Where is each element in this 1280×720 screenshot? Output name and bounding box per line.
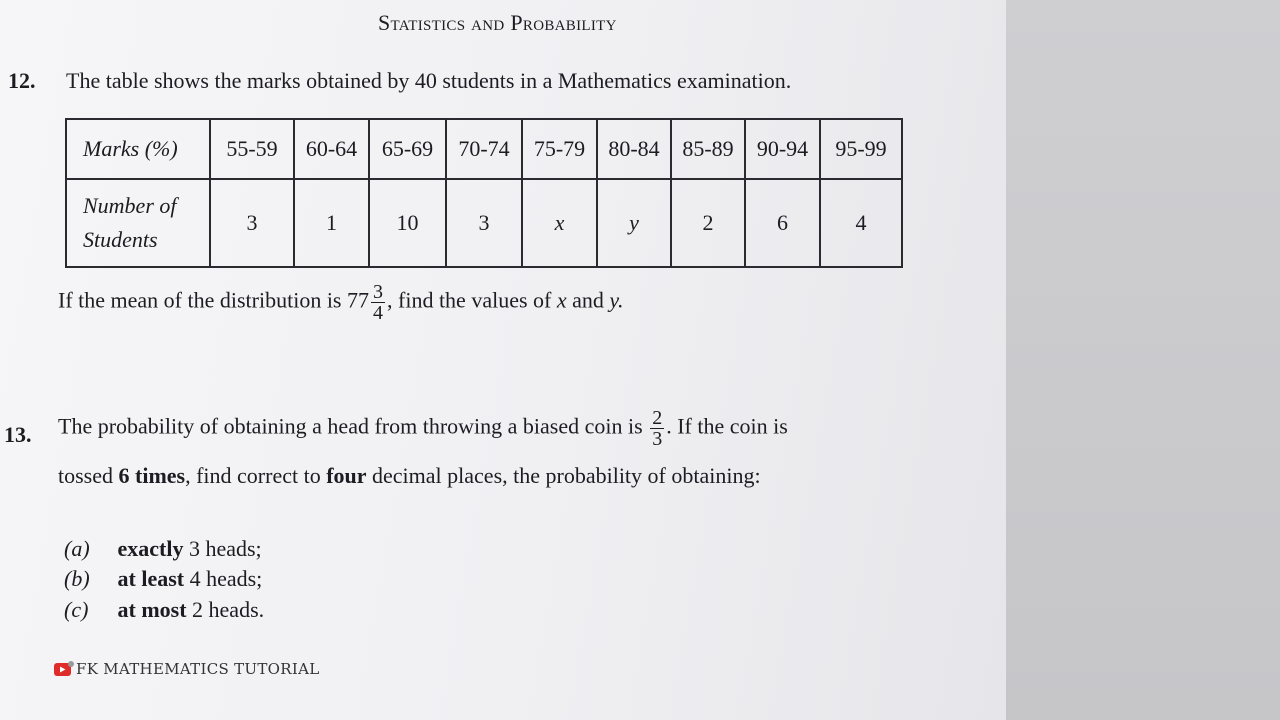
- variable-x: x: [556, 287, 567, 313]
- column-header: 85-89: [671, 119, 745, 179]
- probability-denominator: 3: [652, 428, 663, 450]
- column-header: 60-64: [294, 119, 369, 179]
- tossed-text: tossed: [58, 463, 113, 488]
- question-13-number: 13.: [4, 422, 32, 447]
- count-cell: 3: [210, 179, 294, 267]
- youtube-icon: [54, 660, 74, 678]
- count-cell: 2: [671, 179, 745, 267]
- sub-question-b: [64, 566, 262, 592]
- and-text: and: [572, 287, 604, 313]
- mean-fraction: [371, 282, 385, 323]
- sub-question-a: [64, 536, 262, 562]
- channel-watermark: [54, 658, 319, 680]
- mean-fraction-numerator: 3: [373, 281, 383, 303]
- probability-text: The probability of obtaining a head from throwing a biased coin is: [58, 413, 643, 439]
- sub-question-text: 3 heads;: [188, 536, 262, 561]
- column-header: 80-84: [597, 119, 671, 179]
- students-header-cell: [66, 179, 210, 267]
- sub-question-text: 4 heads;: [189, 566, 263, 591]
- table-row: [66, 119, 902, 179]
- six-times-text: 6 times: [118, 463, 186, 488]
- sub-question-c: [64, 597, 264, 623]
- watermark-text: FK MATHEMATICS TUTORIAL: [76, 660, 320, 678]
- count-cell: 1: [294, 179, 369, 267]
- table-row: [66, 179, 902, 267]
- column-header: 75-79: [522, 119, 597, 179]
- find-text: , find the values of: [387, 287, 552, 313]
- sub-question-label: (a): [64, 536, 90, 561]
- column-header: 95-99: [820, 119, 902, 179]
- background-surface: [1006, 0, 1280, 720]
- marks-header-cell: Marks (%): [66, 119, 210, 179]
- page-header: Statistics and Probability: [378, 10, 617, 35]
- count-cell: 6: [745, 179, 820, 267]
- count-cell: 4: [820, 179, 902, 267]
- sub-question-label: (b): [64, 566, 90, 591]
- variable-y: y.: [609, 287, 624, 313]
- column-header: 90-94: [745, 119, 820, 179]
- probability-fraction: [650, 408, 664, 449]
- if-coin-text: . If the coin is: [666, 413, 788, 439]
- probability-numerator: 2: [652, 407, 663, 429]
- mean-text: If the mean of the distribution is 77: [58, 287, 369, 313]
- sub-question-bold: at least: [117, 566, 185, 591]
- count-cell-x: x: [522, 179, 597, 267]
- question-12-prompt: [58, 282, 623, 323]
- mean-fraction-denominator: 4: [373, 302, 383, 324]
- count-cell-y: y: [597, 179, 671, 267]
- sub-question-bold: exactly: [117, 536, 184, 561]
- column-header: 65-69: [369, 119, 446, 179]
- question-13-line1: [58, 408, 788, 449]
- question-12-number: 12.: [8, 68, 36, 93]
- decimal-places-text: decimal places, the probability of obtaining:: [372, 463, 761, 488]
- count-cell: 3: [446, 179, 522, 267]
- sub-question-label: (c): [64, 597, 89, 622]
- marks-table: [65, 118, 903, 268]
- column-header: 55-59: [210, 119, 294, 179]
- question-12-intro: The table shows the marks obtained by 40 students in a Mathematics examination.: [66, 68, 792, 93]
- correct-to-text: , find correct to: [185, 463, 321, 488]
- four-text: four: [326, 463, 367, 488]
- column-header: 70-74: [446, 119, 522, 179]
- count-cell: 10: [369, 179, 446, 267]
- sub-question-text: 2 heads.: [192, 597, 265, 622]
- students-label-line1: Number of: [83, 193, 177, 218]
- question-13-line2: [58, 463, 761, 489]
- sub-question-bold: at most: [117, 597, 187, 622]
- students-label-line2: Students: [83, 227, 158, 252]
